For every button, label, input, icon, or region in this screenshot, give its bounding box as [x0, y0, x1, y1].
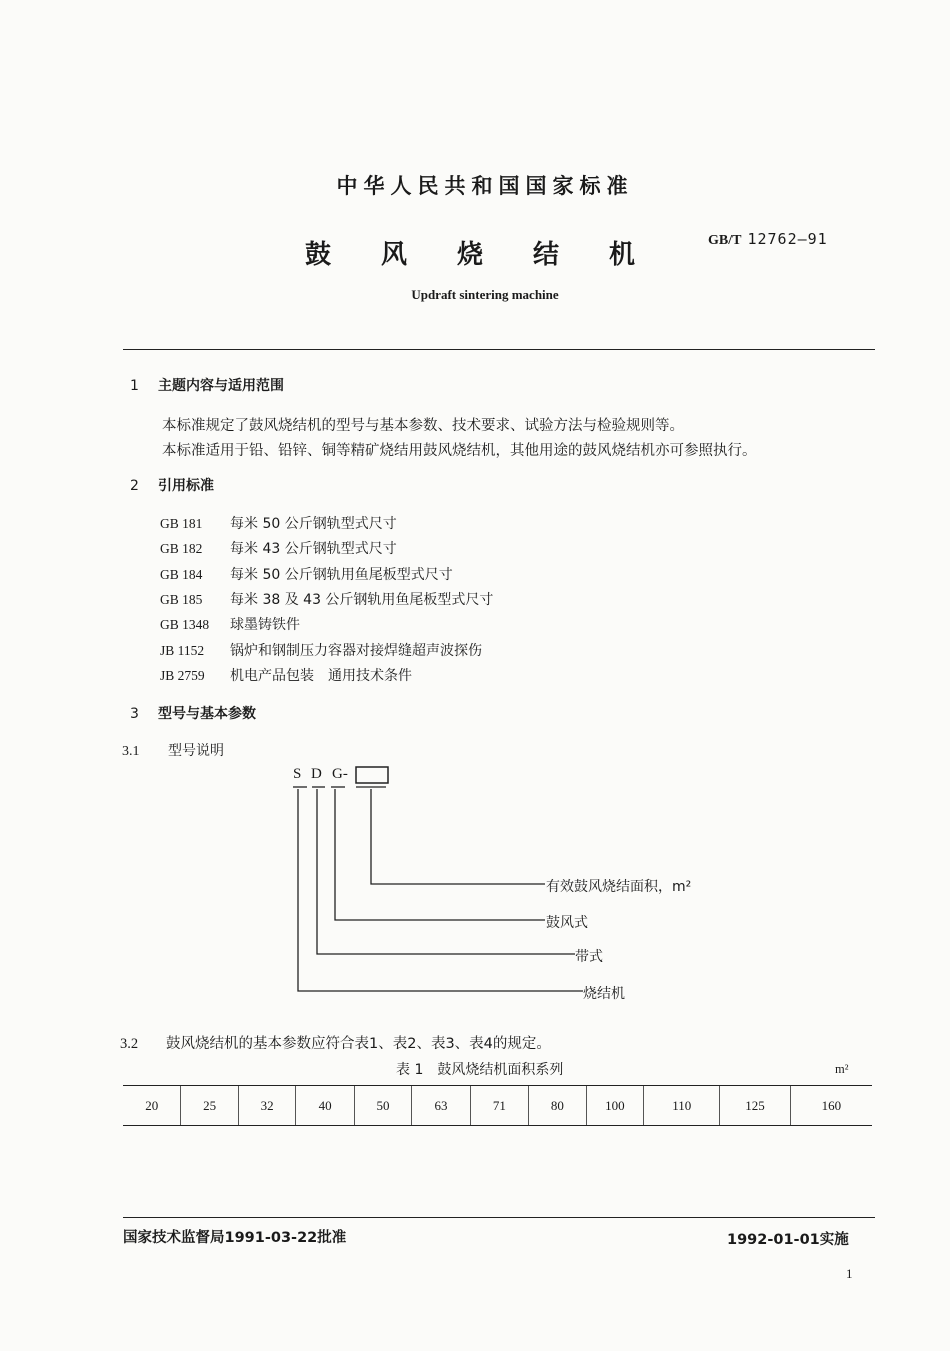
footer-divider	[123, 1217, 875, 1218]
label-effective-area: 有效鼓风烧结面积，m²	[546, 879, 692, 895]
table-cell: 25	[181, 1086, 238, 1126]
section-number: 2	[130, 478, 139, 494]
model-letter-d: D	[311, 766, 322, 782]
title-char: 风	[380, 240, 407, 270]
reference-code: JB 1152	[160, 643, 205, 658]
table-cell: 80	[529, 1086, 586, 1126]
reference-name: 每米 50 公斤钢轨型式尺寸	[230, 516, 397, 532]
reference-name: 锅炉和钢制压力容器对接焊缝超声波探伤	[230, 643, 482, 659]
label-updraft: 鼓风式	[546, 915, 588, 931]
section-1-paragraph-2: 本标准适用于铅、铅锌、铜等精矿烧结用鼓风烧结机，其他用途的鼓风烧结机亦可参照执行。	[162, 443, 757, 459]
reference-code: GB 184	[160, 567, 203, 582]
reference-code: JB 2759	[160, 668, 205, 683]
title-char: 机	[609, 240, 636, 270]
label-belt: 带式	[575, 949, 603, 965]
area-series-table	[123, 1085, 872, 1126]
subsection-number: 3.1	[122, 744, 140, 759]
table-cell: 40	[296, 1086, 354, 1126]
standard-prefix: GB/T	[708, 233, 742, 248]
label-sintering-machine: 烧结机	[583, 986, 625, 1002]
title-char: 烧	[456, 240, 483, 270]
subsection-text: 鼓风烧结机的基本参数应符合表1、表2、表3、表4的规定。	[166, 1036, 551, 1052]
model-letter-g: G-	[332, 766, 348, 782]
section-number: 1	[130, 378, 139, 394]
reference-code: GB 185	[160, 592, 203, 607]
approval-date: 国家技术监督局1991-03-22批准	[123, 1230, 347, 1246]
table-cell: 32	[238, 1086, 295, 1126]
model-blank-box	[356, 767, 388, 783]
subsection-title: 型号说明	[168, 743, 224, 759]
section-number: 3	[130, 706, 139, 722]
table-cell: 160	[790, 1086, 872, 1126]
english-title: Updraft sintering machine	[411, 287, 559, 302]
title-char: 结	[533, 240, 560, 270]
reference-code: GB 182	[160, 541, 203, 556]
section-title: 主题内容与适用范围	[158, 378, 284, 394]
reference-name: 每米 43 公斤钢轨型式尺寸	[230, 541, 397, 557]
table-cell: 110	[644, 1086, 720, 1126]
reference-name: 球墨铸铁件	[230, 617, 300, 633]
standard-code: 12762—91	[747, 230, 828, 248]
table-cell: 63	[412, 1086, 470, 1126]
table-row	[123, 1086, 872, 1126]
table-1-unit: m²	[835, 1062, 849, 1076]
subsection-3-2	[120, 1032, 551, 1053]
table-1-caption: 表 1 鼓风烧结机面积系列	[396, 1062, 564, 1078]
section-1-paragraph-1: 本标准规定了鼓风烧结机的型号与基本参数、技术要求、试验方法与检验规则等。	[162, 418, 684, 434]
reference-name: 每米 50 公斤钢轨用鱼尾板型式尺寸	[230, 567, 453, 583]
national-standard-heading: 中华人民共和国国家标准	[336, 174, 634, 198]
table-cell: 125	[720, 1086, 790, 1126]
effective-date: 1992-01-01实施	[727, 1232, 849, 1248]
subsection-number: 3.2	[120, 1036, 139, 1052]
reference-code: GB 1348	[160, 617, 210, 632]
model-letter-s: S	[293, 766, 302, 782]
reference-name: 每米 38 及 43 公斤钢轨用鱼尾板型式尺寸	[230, 592, 494, 608]
title-char: 鼓	[304, 240, 331, 270]
page-number: 1	[846, 1266, 853, 1281]
section-title: 引用标准	[158, 478, 214, 494]
table-cell: 71	[470, 1086, 528, 1126]
table-cell: 100	[586, 1086, 644, 1126]
table-cell: 20	[123, 1086, 181, 1126]
table-cell: 50	[354, 1086, 411, 1126]
reference-code: GB 181	[160, 516, 203, 531]
section-title: 型号与基本参数	[158, 706, 256, 722]
reference-name: 机电产品包装 通用技术条件	[230, 668, 412, 684]
